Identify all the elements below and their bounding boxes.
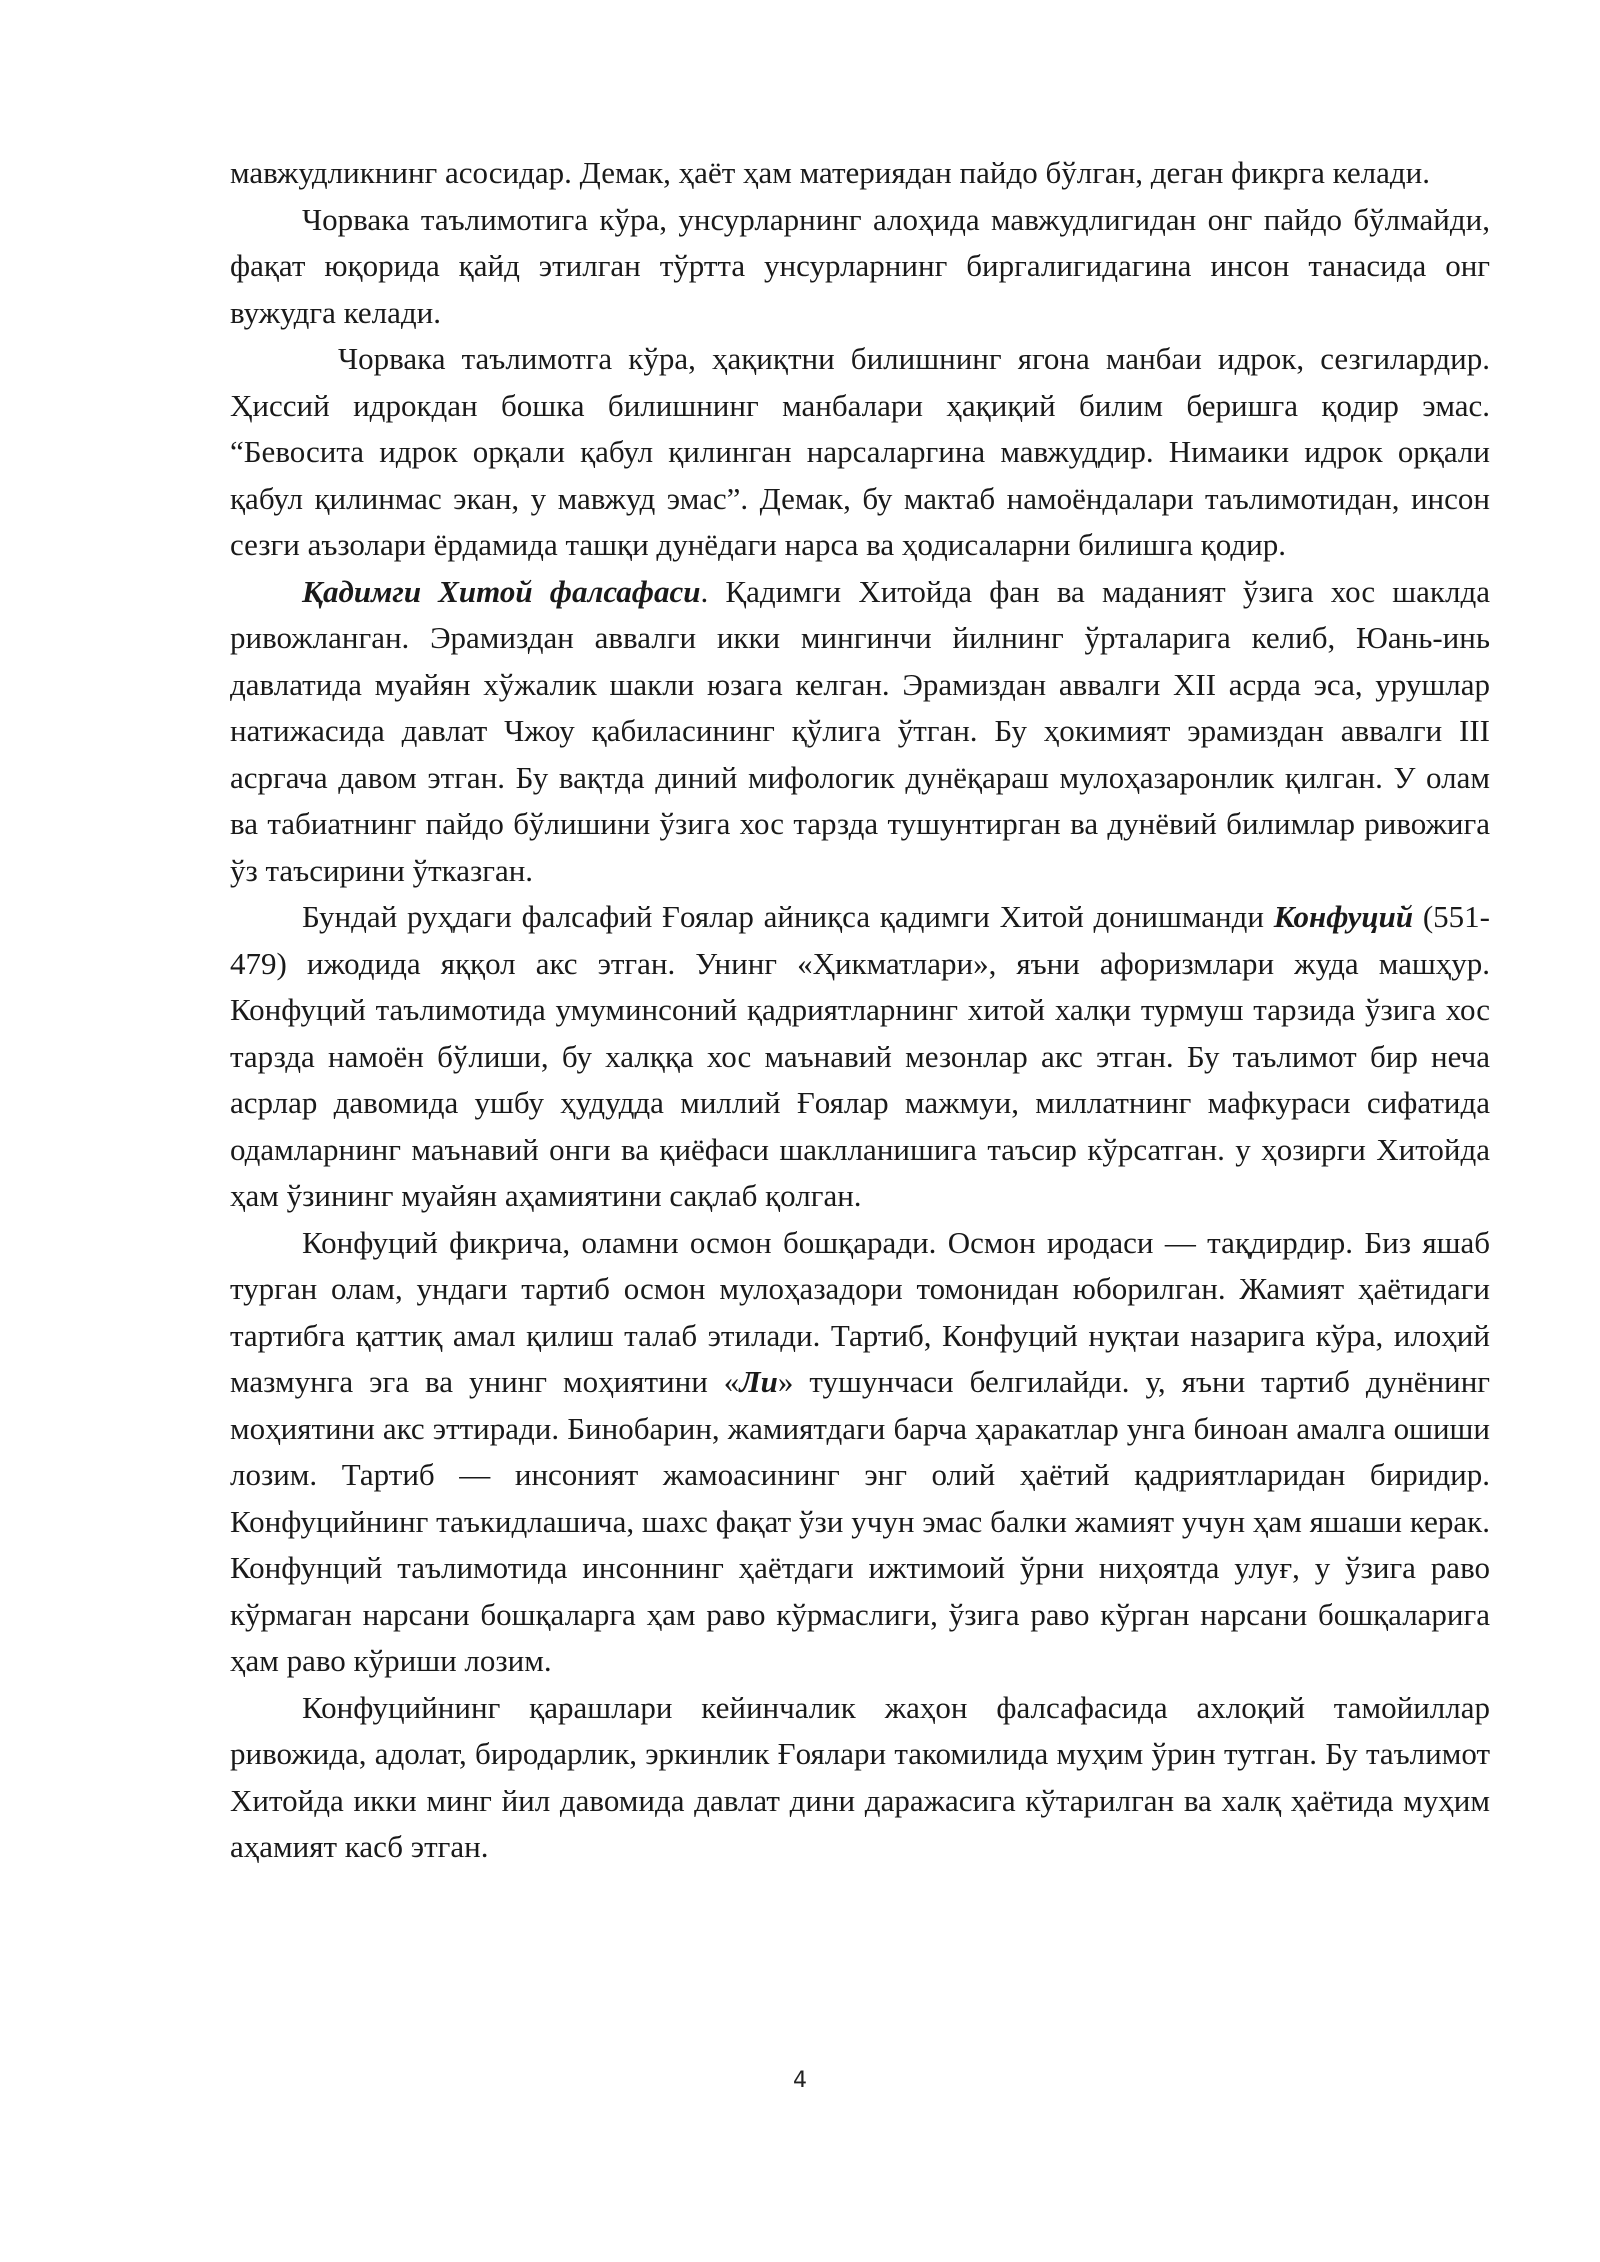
paragraph-4 [230,569,1490,895]
confucius-name: Конфуций [1273,899,1414,934]
section-heading: Қадимги Хитой фалсафаси [302,573,701,609]
paragraph-5 [230,894,1490,1220]
paragraph-5-before: Бундай руҳдаги фалсафий Ғоялар айниқса қадимги Хитой донишманди [302,899,1274,934]
li-term: Ли [739,1364,778,1399]
paragraph-6-after: » тушунчаси белгилайди. у, яъни тартиб дунёнинг моҳиятини акс эттиради. Бинобарин, жамиятдаги барча ҳаракатлар унга биноан амалга ошиши лозим. Тартиб — инсоният жамоасининг энг олий ҳаётий қадриятларидан биридир. Конфуцийнинг таъкидлашича, шахс фақат ўзи учун эмас балки жамият учун ҳам яшаши керак. Конфунций таълимотида инсоннинг ҳаётдаги ижтимоий ўрни ниҳоятда улуғ, у ўзига раво кўрмаган нарсани бошқаларга ҳам раво кўрмаслиги, ўзига раво кўрган нарсани бошқаларига ҳам раво кўриши лозим. [230,1364,1490,1678]
paragraph-4-text: . Қадимги Хитойда фан ва маданият ўзига хос шаклда ривожланган. Эрамиздан аввалги икки мингинчи йилнинг ўрталарига келиб, Юань-инь давлатида муайян хўжалик шакли юзага келган. Эрамиздан аввалги XII асрда эса, урушлар натижасида давлат Чжоу қабиласининг қўлига ўтган. Бу ҳокимият эрамиздан аввалги III асргача давом этган. Бу вақтда диний мифологик дунёқараш мулоҳазаронлик қилган. У олам ва табиатнинг пайдо бўлишини ўзига хос тарзда тушунтирган ва дунёвий билимлар ривожига ўз таъсирини ўтказган. [230,573,1490,888]
page-number: 4 [793,2068,807,2093]
paragraph-2: Чорвака таълимотига кўра, унсурларнинг алоҳида мавжудлигидан онг пайдо бўлмайди, фақат юқорида қайд этилган тўртта унсурларнинг биргалигидагина инсон танасида онг вужудга келади. [230,201,1490,330]
paragraph-5-after: (551-479) ижодида яққол акс этган. Унинг «Ҳикматлари», яъни афоризмлари жуда машҳур. Конфуций таълимотида умуминсоний қадриятларнинг хитой халқи турмуш тарзида ўзига хос тарзда намоён бўлиши, бу халққа хос маънавий мезонлар акс этган. Бу таълимот бир неча асрлар давомида ушбу ҳудудда миллий Ғоялар мажмуи, миллатнинг мафкураси сифатида одамларнинг маънавий онги ва қиёфаси шаклланишига таъсир кўрсатган. у ҳозирги Хитойда ҳам ўзининг муайян аҳамиятини сақлаб қолган. [230,899,1490,1213]
paragraph-6 [230,1220,1490,1685]
paragraph-3: Чорвака таълимотга кўра, ҳақиқтни билишнинг ягона манбаи идрок, сезгилардир. Ҳиссий идрокдан бошка билишнинг манбалари ҳақиқий билим беришга қодир эмас. “Бевосита идрок орқали қабул қилинган нарсаларгина мавжуддир. Нимаики идрок орқали қабул қилинмас экан, у мавжуд эмас”. Демак, бу мактаб намоёндалари таълимотидан, инсон сезги аъзолари ёрдамида ташқи дунёдаги нарса ва ҳодисаларни билишга қодир. [230,341,1490,562]
paragraph-7: Конфуцийнинг қарашлари кейинчалик жаҳон фалсафасида ахлоқий тамойиллар ривожида, адолат, биродарлик, эркинлик Ғоялари такомилида муҳим ўрин тутган. Бу таълимот Хитойда икки минг йил давомида давлат дини даражасига кўтарилган ва халқ ҳаётида муҳим аҳамият касб этган. [230,1689,1490,1864]
paragraph-6-before: Конфуций фикрича, оламни осмон бошқаради. Осмон иродаси — тақдирдир. Биз яшаб турган олам, ундаги тартиб осмон мулоҳазадори томонидан юборилган. Жамият ҳаётидаги тартибга қаттиқ амал қилиш талаб этилади. Тартиб, Конфуций нуқтаи назарига кўра, илоҳий мазмунга эга ва унинг моҳиятини « [230,1224,1490,1399]
page-content [230,150,1490,1871]
paragraph-1: мавжудликнинг асосидар. Демак, ҳаёт ҳам материядан пайдо бўлган, деган фикрга келади. [230,155,1430,190]
